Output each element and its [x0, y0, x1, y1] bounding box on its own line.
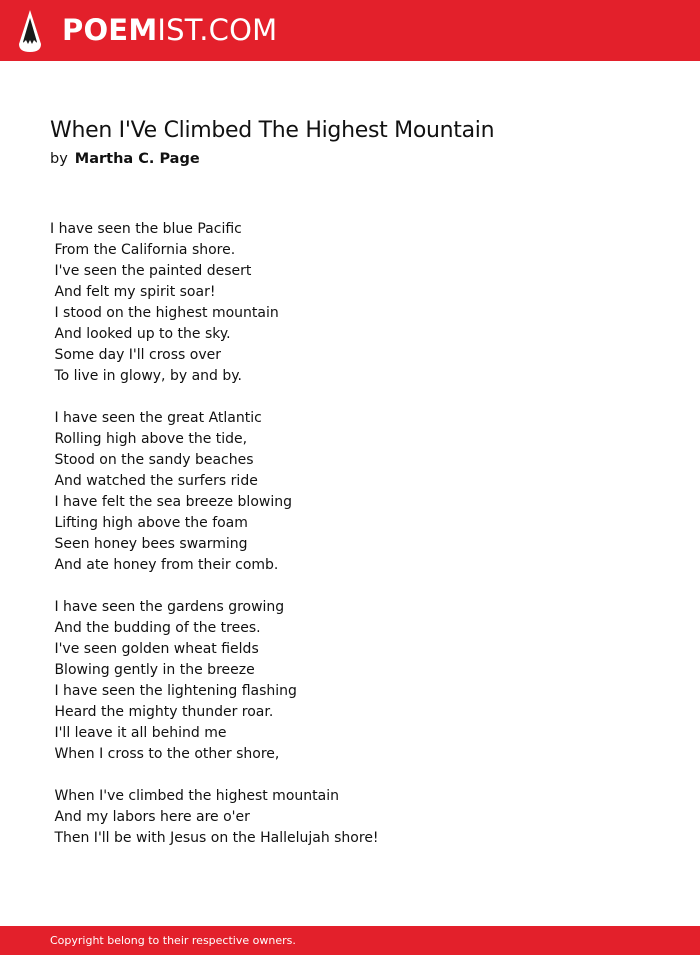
poem-line: And watched the surfers ride: [50, 473, 258, 489]
poem-line: I've seen the painted desert: [50, 263, 252, 279]
site-logo[interactable]: [62, 12, 277, 48]
stanza: [50, 408, 650, 576]
pen-nib-icon[interactable]: [18, 10, 42, 52]
poem-line: Stood on the sandy beaches: [50, 452, 254, 468]
stanza: [50, 219, 650, 387]
poem-title: When I'Ve Climbed The Highest Mountain: [50, 118, 495, 143]
poem-line: I have seen the blue Pacific: [50, 221, 242, 237]
poem-line: And my labors here are o'er: [50, 809, 250, 825]
poem-line: I have felt the sea breeze blowing: [50, 494, 292, 510]
poem-line: I've seen golden wheat fields: [50, 641, 259, 657]
poem-line: And felt my spirit soar!: [50, 284, 216, 300]
poem-line: When I cross to the other shore,: [50, 746, 280, 762]
site-footer: [0, 926, 700, 955]
by-label: by: [50, 151, 68, 167]
poem-line: From the California shore.: [50, 242, 236, 258]
copyright-text: Copyright belong to their respective owners.: [50, 934, 296, 947]
poem-line: Heard the mighty thunder roar.: [50, 704, 274, 720]
poem-line: To live in glowy, by and by.: [50, 368, 242, 384]
poem-line: Seen honey bees swarming: [50, 536, 248, 552]
poem-line: I'll leave it all behind me: [50, 725, 227, 741]
stanza: [50, 597, 650, 765]
poem-line: I stood on the highest mountain: [50, 305, 279, 321]
poem-line: And ate honey from their comb.: [50, 557, 279, 573]
poem-line: I have seen the lightening flashing: [50, 683, 297, 699]
byline: [50, 149, 200, 169]
poem-line: Blowing gently in the breeze: [50, 662, 255, 678]
site-header: [0, 0, 700, 61]
poem-line: Rolling high above the tide,: [50, 431, 248, 447]
poem-line: When I've climbed the highest mountain: [50, 788, 339, 804]
poem-body: [50, 219, 650, 870]
poem-line: Lifting high above the foam: [50, 515, 248, 531]
poem-line: I have seen the gardens growing: [50, 599, 285, 615]
logo-bold-text: POEM: [62, 13, 158, 47]
poem-line: I have seen the great Atlantic: [50, 410, 262, 426]
poem-line: And the budding of the trees.: [50, 620, 261, 636]
poem-line: Some day I'll cross over: [50, 347, 221, 363]
stanza: [50, 786, 650, 849]
poem-line: And looked up to the sky.: [50, 326, 231, 342]
poem-line: Then I'll be with Jesus on the Hallelujah shore!: [50, 830, 379, 846]
logo-light-text: IST.COM: [157, 13, 278, 47]
author-name: Martha C. Page: [74, 151, 200, 167]
